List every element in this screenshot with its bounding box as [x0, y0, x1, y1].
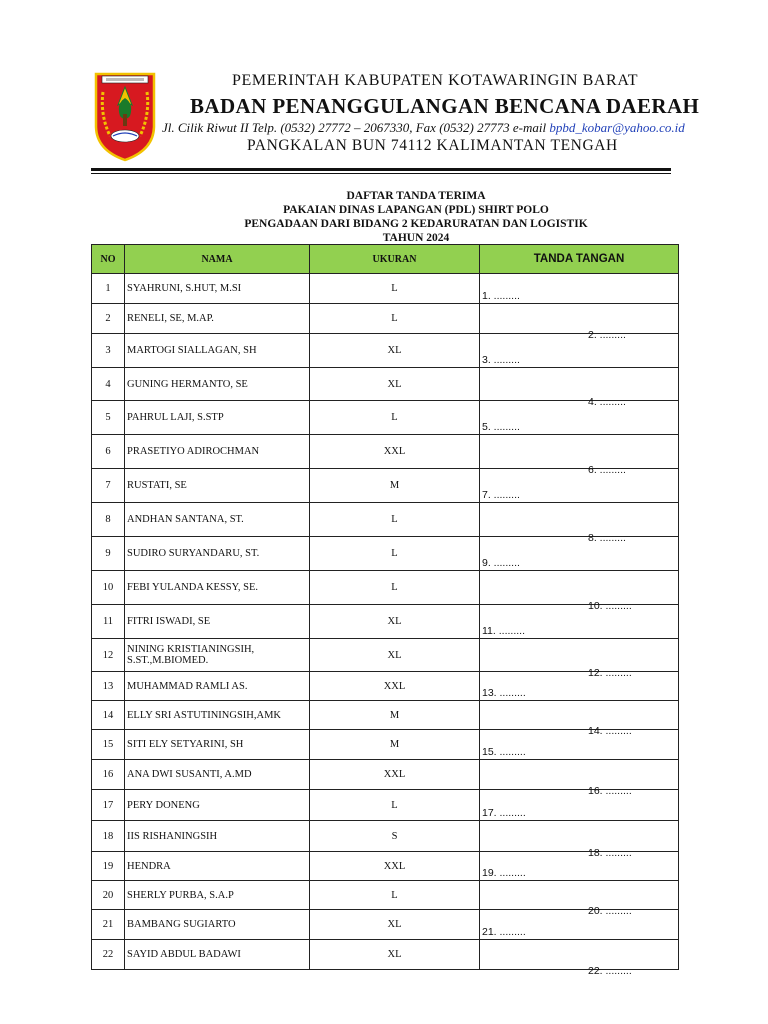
row-signature-cell[interactable] [480, 304, 679, 341]
row-signature-cell[interactable] [480, 821, 679, 859]
row-signature-placeholder: 2. ......... [588, 329, 626, 341]
row-name: MARTOGI SIALLAGAN, SH [125, 334, 310, 368]
table-row [92, 852, 679, 881]
row-name: GUNING HERMANTO, SE [125, 368, 310, 401]
row-size: XL [310, 334, 480, 368]
table-row [92, 274, 679, 304]
row-signature-placeholder: 7. ......... [482, 489, 520, 501]
table-row [92, 730, 679, 760]
row-signature-cell[interactable] [480, 790, 679, 821]
row-size: M [310, 730, 480, 760]
row-signature-cell[interactable] [480, 537, 679, 571]
row-number: 20 [92, 881, 125, 910]
table-row [92, 503, 679, 537]
letterhead-address-text: Jl. Cilik Riwut II Telp. (0532) 27772 – 2067330, Fax (0532) 27773 e-mail [162, 120, 550, 135]
row-number: 3 [92, 334, 125, 368]
row-name: MUHAMMAD RAMLI AS. [125, 672, 310, 701]
letterhead-address [162, 120, 685, 136]
row-signature-placeholder: 18. ......... [588, 847, 632, 859]
table-row [92, 304, 679, 334]
header-no: NO [92, 245, 125, 274]
row-size: M [310, 469, 480, 503]
row-name: HENDRA [125, 852, 310, 881]
row-signature-placeholder: 14. ......... [588, 725, 632, 737]
row-signature-cell[interactable] [480, 639, 679, 679]
table-row [92, 672, 679, 701]
row-size: L [310, 881, 480, 910]
row-name: IIS RISHANINGSIH [125, 821, 310, 852]
row-signature-cell[interactable] [480, 368, 679, 408]
row-signature-cell[interactable] [480, 435, 679, 476]
table-row [92, 940, 679, 970]
row-size: XXL [310, 435, 480, 469]
letterhead-agency-name: BADAN PENANGGULANGAN BENCANA DAERAH [190, 94, 700, 118]
row-signature-placeholder: 4. ......... [588, 396, 626, 408]
title-line-3: PENGADAAN DARI BIDANG 2 KEDARURATAN DAN LOGISTIK [244, 218, 588, 230]
table-row [92, 571, 679, 605]
row-size: L [310, 503, 480, 537]
table-row [92, 790, 679, 821]
table-row [92, 537, 679, 571]
row-size: XXL [310, 852, 480, 881]
row-signature-placeholder: 8. ......... [588, 532, 626, 544]
row-size: XXL [310, 760, 480, 790]
row-size: XXL [310, 672, 480, 701]
row-signature-cell[interactable] [480, 334, 679, 368]
row-size: XL [310, 605, 480, 639]
table-row [92, 881, 679, 910]
title-line-4: TAHUN 2024 [382, 232, 450, 244]
title-line-1: DAFTAR TANDA TERIMA [346, 190, 486, 202]
header-ukuran: UKURAN [310, 245, 480, 274]
kotawaringin-barat-emblem-logo [94, 70, 156, 162]
row-signature-cell[interactable] [480, 571, 679, 612]
letterhead-city: PANGKALAN BUN 74112 KALIMANTAN TENGAH [247, 137, 618, 154]
row-signature-cell[interactable] [480, 401, 679, 435]
row-size: M [310, 701, 480, 730]
table-body [92, 274, 679, 977]
letterhead-divider-thick [91, 168, 671, 171]
row-number: 5 [92, 401, 125, 435]
row-signature-placeholder: 22. ......... [588, 965, 632, 977]
letterhead-government-name: PEMERINTAH KABUPATEN KOTAWARINGIN BARAT [232, 72, 639, 89]
row-number: 17 [92, 790, 125, 821]
row-signature-placeholder: 10. ......... [588, 600, 632, 612]
row-number: 13 [92, 672, 125, 701]
table-row [92, 435, 679, 469]
row-signature-placeholder: 13. ......... [482, 687, 526, 699]
row-name: PERY DONENG [125, 790, 310, 821]
row-signature-placeholder: 12. ......... [588, 667, 632, 679]
row-number: 1 [92, 274, 125, 304]
row-size: XL [310, 940, 480, 970]
row-size: L [310, 401, 480, 435]
document-title [91, 189, 741, 245]
row-signature-placeholder: 9. ......... [482, 557, 520, 569]
row-name: FEBI YULANDA KESSY, SE. [125, 571, 310, 605]
table-row [92, 605, 679, 639]
row-name: PRASETIYO ADIROCHMAN [125, 435, 310, 469]
table-row [92, 401, 679, 435]
row-size: XL [310, 639, 480, 672]
row-signature-placeholder: 16. ......... [588, 785, 632, 797]
row-size: L [310, 571, 480, 605]
row-number: 16 [92, 760, 125, 790]
row-signature-cell[interactable] [480, 881, 679, 917]
row-signature-cell[interactable] [480, 940, 679, 977]
row-signature-placeholder: 20. ......... [588, 905, 632, 917]
row-signature-cell[interactable] [480, 760, 679, 797]
row-name: RUSTATI, SE [125, 469, 310, 503]
header-nama: NAMA [125, 245, 310, 274]
row-signature-cell[interactable] [480, 910, 679, 940]
row-number: 14 [92, 701, 125, 730]
row-name: SITI ELY SETYARINI, SH [125, 730, 310, 760]
row-name: NINING KRISTIANINGSIH, S.ST.,M.BIOMED. [125, 639, 310, 672]
row-size: L [310, 304, 480, 334]
row-signature-cell[interactable] [480, 503, 679, 544]
table-row [92, 368, 679, 401]
row-name: PAHRUL LAJI, S.STP [125, 401, 310, 435]
row-name: SAYID ABDUL BADAWI [125, 940, 310, 970]
row-number: 10 [92, 571, 125, 605]
letterhead-divider-thin [91, 173, 671, 174]
row-size: L [310, 274, 480, 304]
row-number: 12 [92, 639, 125, 672]
row-number: 8 [92, 503, 125, 537]
row-size: XL [310, 368, 480, 401]
row-signature-placeholder: 3. ......... [482, 354, 520, 366]
row-number: 15 [92, 730, 125, 760]
row-number: 4 [92, 368, 125, 401]
table-row [92, 639, 679, 672]
table-row [92, 469, 679, 503]
row-signature-cell[interactable] [480, 274, 679, 304]
row-signature-placeholder: 19. ......... [482, 867, 526, 879]
row-signature-cell[interactable] [480, 730, 679, 760]
row-signature-placeholder: 6. ......... [588, 464, 626, 476]
row-name: ANA DWI SUSANTI, A.MD [125, 760, 310, 790]
table-row [92, 910, 679, 940]
row-size: XL [310, 910, 480, 940]
row-number: 9 [92, 537, 125, 571]
row-number: 18 [92, 821, 125, 852]
table-row [92, 701, 679, 730]
row-number: 11 [92, 605, 125, 639]
row-number: 22 [92, 940, 125, 970]
title-line-2: PAKAIAN DINAS LAPANGAN (PDL) SHIRT POLO [283, 204, 549, 216]
row-number: 6 [92, 435, 125, 469]
letterhead-email: bpbd_kobar@yahoo.co.id [549, 120, 685, 135]
row-size: S [310, 821, 480, 852]
header-tanda-tangan: TANDA TANGAN [480, 245, 679, 274]
row-signature-placeholder: 17. ......... [482, 807, 526, 819]
row-signature-cell[interactable] [480, 605, 679, 639]
table-row [92, 821, 679, 852]
row-signature-cell[interactable] [480, 672, 679, 701]
table-header-row [92, 245, 679, 274]
row-signature-placeholder: 1. ......... [482, 290, 520, 302]
row-signature-placeholder: 5. ......... [482, 421, 520, 433]
row-signature-cell[interactable] [480, 469, 679, 503]
row-number: 2 [92, 304, 125, 334]
row-number: 21 [92, 910, 125, 940]
table-row [92, 760, 679, 790]
row-signature-placeholder: 21. ......... [482, 926, 526, 938]
row-name: RENELI, SE, M.AP. [125, 304, 310, 334]
row-signature-placeholder: 15. ......... [482, 746, 526, 758]
row-name: SHERLY PURBA, S.A.P [125, 881, 310, 910]
row-size: L [310, 790, 480, 821]
receipt-table [91, 244, 679, 977]
row-name: SUDIRO SURYANDARU, ST. [125, 537, 310, 571]
row-name: SYAHRUNI, S.HUT, M.SI [125, 274, 310, 304]
table-row [92, 334, 679, 368]
row-name: FITRI ISWADI, SE [125, 605, 310, 639]
row-signature-placeholder: 11. ......... [482, 625, 525, 637]
row-name: ANDHAN SANTANA, ST. [125, 503, 310, 537]
row-number: 19 [92, 852, 125, 881]
row-signature-cell[interactable] [480, 852, 679, 881]
row-name: ELLY SRI ASTUTININGSIH,AMK [125, 701, 310, 730]
row-signature-cell[interactable] [480, 701, 679, 737]
row-size: L [310, 537, 480, 571]
row-number: 7 [92, 469, 125, 503]
row-name: BAMBANG SUGIARTO [125, 910, 310, 940]
